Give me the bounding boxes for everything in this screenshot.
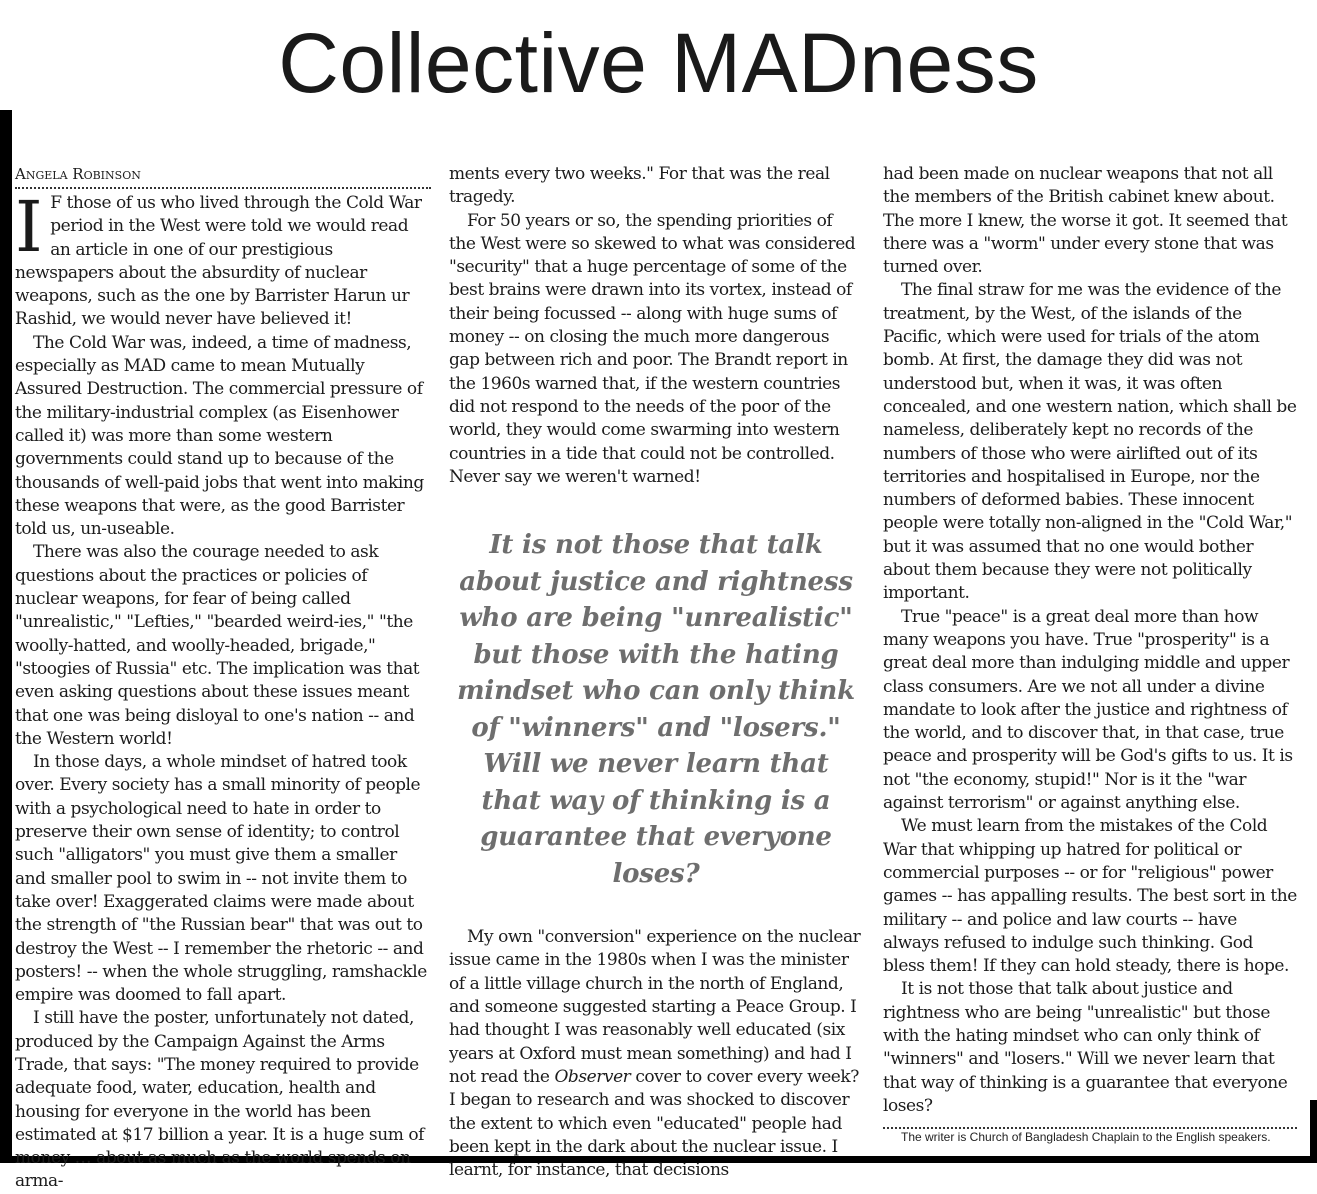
column-2 <box>449 163 863 1182</box>
paragraph: I still have the poster, unfortunately not dated, produced by the Campaign Against the Arms Trade, that says: "The money required to provide adequate food, water, education, health and housing for everyone in the world has been estimated at $17 billion a year. It is a huge sum of money … about as much as the world spends on arma- <box>15 1008 424 1192</box>
paragraph: ments every two weeks." For that was the real tragedy. <box>449 164 830 208</box>
paragraph: The final straw for me was the evidence of the treatment, by the West, of the islands of the Pacific, which were used for trials of the atom bomb. At first, the damage they did was not understood but, when it was, it was often concealed, and one western nation, which shall be nameless, deliberately kept no records of the numbers of those who were airlifted out of its territories and hospitalised in Europe, nor the numbers of deformed babies. These innocent people were totally non-aligned in the "Cold War," but it was assumed that no one would bother about them because they were not politically important. <box>883 280 1297 604</box>
right-edge-bar <box>1310 1100 1317 1163</box>
publication-name: Observer <box>554 1066 631 1087</box>
paragraph <box>449 926 863 1182</box>
paragraph-text: My own "conversion" experience on the nuclear issue came in the 1980s when I was the minister of a little village church in the north of England, and someone suggested starting a Peace Group. I had thought I was reasonably well educated (six years at Oxford must mean something) and had I not read the <box>449 927 861 1087</box>
pull-quote-text: It is not those that talk about justice and rightness who are being "unrealistic" but those with the hating mindset who can only think of "winners" and "losers." Will we never learn that that way of thinking is a guarantee that everyone loses? <box>457 530 855 889</box>
paragraph: We must learn from the mistakes of the Cold War that whipping up hatred for political or commercial purposes -- or for "religious" power games -- has appalling results. The best sort in the military -- and police and law courts -- have always refused to indulge such thinking. God bless them! If they can hold steady, there is hope. <box>883 816 1297 977</box>
column-1 <box>15 163 431 1194</box>
author-footnote: The writer is Church of Bangladesh Chaplain to the English speakers. <box>901 1130 1271 1145</box>
paragraph <box>15 186 431 332</box>
paragraph-text: F those of us who lived through the Cold War period in the West were told we would read an article in one of our prestigious newspapers about the absurdity of nuclear weapons, such as the one by Barrister Harun ur Rashid, we would never have believed it! <box>15 193 422 330</box>
paragraph: In those days, a whole mindset of hatred took over. Every society has a small minority of people with a psychological need to hate in order to preserve their own sense of identity; to control such "alligators" you must give them a smaller and smaller pool to swim in -- not invite them to take over! Exaggerated claims were made about the strength of "the Russian bear" that was out to destroy the West -- I remember the rhetoric -- and posters! -- when the whole struggling, ramshackle empire was doomed to fall apart. <box>15 752 427 1006</box>
paragraph: True "peace" is a great deal more than how many weapons you have. True "prosperity" is a great deal more than indulging middle and upper class consumers. Are we not all under a divine mandate to look after the justice and rightness of the world, and to discover that, in that case, true peace and prosperity will be God's gifts to us. It is not "the economy, stupid!" Nor is it the "war against terrorism" or against anything else. <box>883 606 1293 814</box>
pull-quote <box>449 527 863 892</box>
paragraph: had been made on nuclear weapons that not all the members of the British cabinet knew about. The more I knew, the worse it got. It seemed that there was a "worm" under every stone that was turned over. <box>883 164 1288 278</box>
paragraph: There was also the courage needed to ask questions about the practices or policies of nuclear weapons, for fear of being called "unrealistic," "Lefties," "bearded weird-ies," "the woolly-hatted, and woolly-headed, brigade," "stoogies of Russia" etc. The implication was that even asking questions about these issues meant that one was being disloyal to one's nation -- and the Western world! <box>15 542 420 749</box>
left-edge-bar <box>0 110 12 1163</box>
paragraph: The Cold War was, indeed, a time of madness, especially as MAD came to mean Mutually Assured Destruction. The commercial pressure of the military-industrial complex (as Eisenhower called it) was more than some western governments could stand up to because of the thousands of well-paid jobs that went into making these weapons that were, as the good Barrister told us, un-useable. <box>15 332 424 540</box>
paragraph-text: cover to cover every week? I began to research and was shocked to discover the extent to which even "educated" people had been kept in the dark about the nuclear issue. I learnt, for instance, that decisions <box>449 1066 859 1181</box>
column-3 <box>883 163 1297 1146</box>
paragraph: It is not those that talk about justice and rightness who are being "unrealistic" but those with the hating mindset who can only think of "winners" and "losers." Will we never learn that that way of thinking is a guarantee that everyone loses? <box>883 979 1288 1116</box>
byline: Angela Robinson <box>15 163 431 189</box>
paragraph: For 50 years or so, the spending priorities of the West were so skewed to what was considered "security" that a huge percentage of some of the best brains were drawn into its vortex, instead of their being focussed -- along with huge sums of money -- on closing the much more dangerous gap between rich and poor. The Brandt report in the 1960s warned that, if the western countries did not respond to the needs of the poor of the world, they would come swarming into western countries in a tide that could not be controlled. Never say we weren't warned! <box>449 210 856 487</box>
drop-cap: I <box>15 186 43 268</box>
headline: Collective MADness <box>278 16 1039 110</box>
